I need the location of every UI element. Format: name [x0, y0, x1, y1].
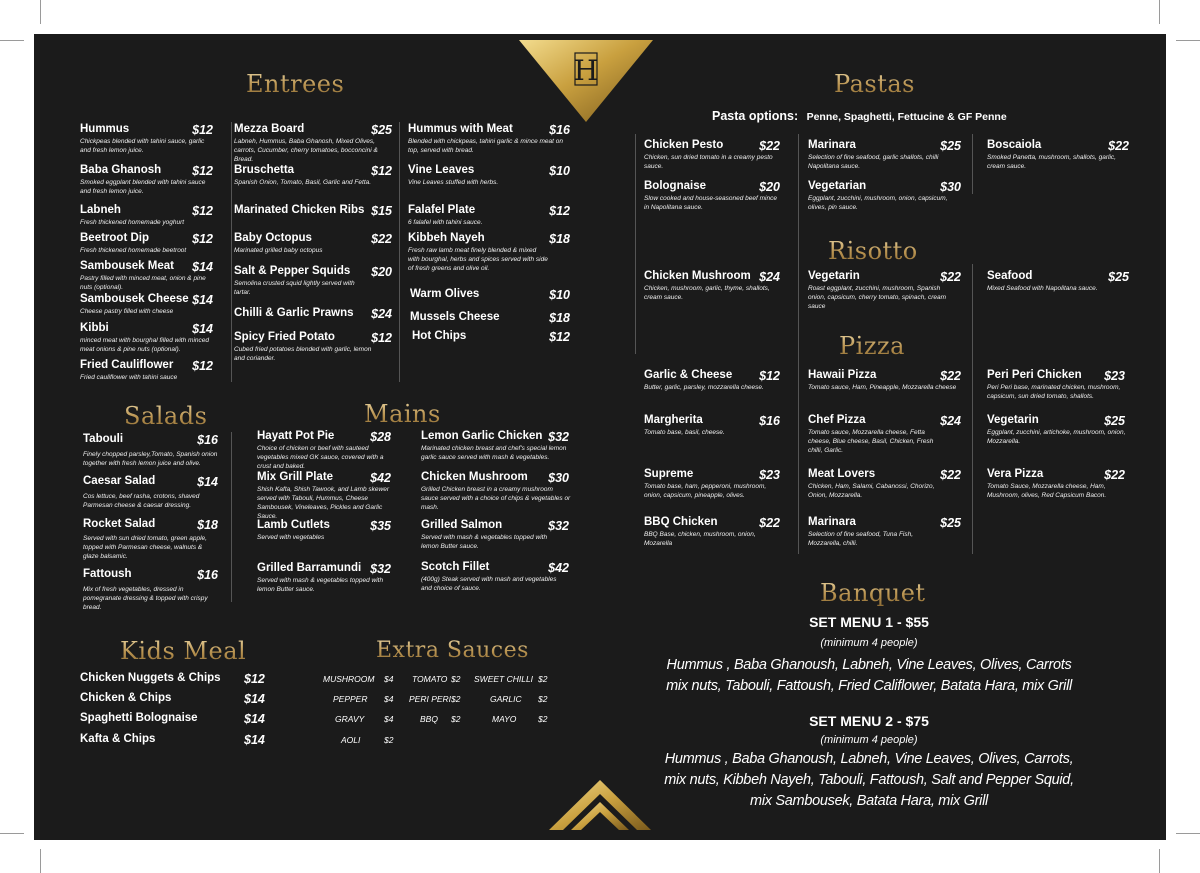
item-price: $14 [192, 260, 213, 274]
item-price: $12 [192, 123, 213, 137]
item-description: 6 falafel with tahini sauce. [408, 219, 483, 226]
item-name: Tabouli [83, 433, 124, 445]
item-price: $12 [244, 672, 265, 686]
extra-sauces-heading: Extra Sauces [376, 638, 529, 663]
sauce-price: $4 [384, 694, 394, 704]
item-price: $20 [759, 180, 780, 194]
item-description: Fresh raw lamb meat finely blended & mixed with bourghal, herbs and spices served with side of fresh greens and olive oil. [408, 247, 548, 272]
item-description: Peri Peri base, marinated chicken, mushroom, capsicum, sun dried tomato, shallots. [987, 384, 1121, 400]
item-name: Fattoush [83, 568, 132, 580]
item-description: Pastry filled with minced meat, onion & pine nuts (optional). [80, 275, 206, 291]
item-description: Served with sun dried tomato, green apple, topped with Parmesan cheese, walnuts & glaze balsamic. [83, 535, 207, 560]
sauce-price: $2 [538, 694, 548, 704]
item-description: Selection of fine seafood, Tuna Fish, Mozzarella, chilli. [808, 531, 914, 547]
item-description: Chicken, Ham, Salami, Cabanossi, Chorizo, Onion, Mozzarella. [808, 483, 935, 499]
set-menu-1-line-2: mix nuts, Tabouli, Fattoush, Fried Califlower, Batata Hara, mix Grill [666, 678, 1072, 694]
set-menu-2-line-2: mix nuts, Kibbeh Nayeh, Tabouli, Fattoush, Salt and Pepper Squid, [664, 772, 1074, 788]
column-divider [635, 134, 636, 354]
item-name: Caesar Salad [83, 475, 156, 487]
item-price: $25 [1104, 414, 1125, 428]
item-name: Vine Leaves [408, 164, 475, 176]
item-description: Served with vegetables [257, 534, 325, 541]
item-description: Eggplant, zucchini, mushroom, onion, capsicum, olives, pin sauce. [808, 195, 948, 211]
set-menu-2-title: SET MENU 2 - $75 [809, 713, 929, 729]
item-price: $16 [759, 414, 780, 428]
item-description: Marinated chicken breast and chef's special lemon garlic sauce served with mash & vegetables. [421, 445, 567, 461]
sauce-name: GARLIC [490, 694, 522, 704]
sauce-name: PEPPER [333, 694, 368, 704]
sauce-price: $2 [451, 694, 461, 704]
logo-letter: H [573, 54, 599, 87]
set-menu-2-line-1: Hummus , Baba Ghanoush, Labneh, Vine Leaves, Olives, Carrots, [664, 751, 1074, 767]
item-price: $14 [244, 733, 265, 747]
sauce-name: BBQ [420, 714, 438, 724]
column-divider [231, 432, 232, 602]
item-name: Warm Olives [410, 288, 480, 300]
item-name: Peri Peri Chicken [987, 369, 1082, 381]
item-description: Smoked Panetta, mushroom, shallots, garlic, cream sauce. [987, 154, 1116, 170]
item-description: Spanish Onion, Tomato, Basil, Garlic and Fetta. [234, 179, 372, 186]
item-price: $42 [548, 561, 569, 575]
item-price: $23 [1104, 369, 1125, 383]
item-description: Cos lettuce, beef rasha, crotons, shaved Parmesan cheese & caesar dressing. [83, 493, 200, 509]
item-price: $12 [192, 359, 213, 373]
item-name: Margherita [644, 414, 703, 426]
item-description: Choice of chicken or beef with sauteed vegetables mixed GK sauce, covered with a crust and baked. [257, 445, 384, 470]
item-description: (400g) Steak served with mash and vegetables and choice of sauce. [421, 576, 557, 592]
item-name: Hummus with Meat [408, 123, 513, 135]
item-name: Fried Cauliflower [80, 359, 174, 371]
item-price: $24 [371, 307, 392, 321]
item-name: Hawaii Pizza [808, 369, 877, 381]
column-divider [972, 264, 973, 554]
item-name: Vegetarin [987, 414, 1039, 426]
sauce-name: GRAVY [335, 714, 365, 724]
item-name: Kibbeh Nayeh [408, 232, 485, 244]
set-menu-1-line-1: Hummus , Baba Ghanoush, Labneh, Vine Leaves, Olives, Carrots [666, 657, 1072, 673]
item-description: Chickpeas blended with tahini sauce, garlic and fresh lemon juice. [80, 138, 205, 154]
item-description: Tomato base, basil, cheese. [644, 429, 725, 436]
item-name: Scotch Fillet [421, 561, 490, 573]
item-name: Lamb Cutlets [257, 519, 330, 531]
item-description: Fried cauliflower with tahini sauce [80, 374, 178, 381]
item-price: $24 [759, 270, 780, 284]
pasta-options [712, 107, 1007, 125]
item-price: $30 [548, 471, 569, 485]
item-description: Labneh, Hummus, Baba Ghanosh, Mixed Olives, carrots, Cucumber, cherry tomatoes, bocconcini & Bread. [234, 138, 378, 163]
item-name: Hayatt Pot Pie [257, 430, 335, 442]
item-price: $18 [549, 232, 570, 246]
item-name: Spaghetti Bolognaise [80, 712, 198, 724]
item-price: $14 [244, 692, 265, 706]
item-price: $10 [549, 288, 570, 302]
crop-mark [1176, 833, 1200, 834]
item-name: Chicken Mushroom [421, 471, 528, 483]
item-description: Served with mash & vegetables topped with lemon Butter sauce. [421, 534, 548, 550]
item-description: Cheese pastry filled with cheese [80, 308, 174, 315]
item-price: $14 [192, 322, 213, 336]
item-name: Lemon Garlic Chicken [421, 430, 543, 442]
item-description: Served with mash & vegetables topped with lemon Butter sauce. [257, 577, 384, 593]
item-name: Bolognaise [644, 180, 706, 192]
item-name: Mussels Cheese [410, 311, 500, 323]
item-price: $18 [549, 311, 570, 325]
item-name: Chicken Nuggets & Chips [80, 672, 221, 684]
item-description: Finely chopped parsley,Tomato, Spanish onion together with fresh lemon juice and olive. [83, 451, 218, 467]
item-description: Smoked eggplant blended with tahini sauce and fresh lemon juice. [80, 179, 206, 195]
item-description: Roast eggplant, zucchini, mushroom, Spanish onion, capsicum, cherry tomato, spinach, cream sauce [808, 285, 947, 310]
item-name: Mix Grill Plate [257, 471, 334, 483]
item-name: Bruschetta [234, 164, 295, 176]
item-name: Seafood [987, 270, 1033, 282]
item-name: Vegetarian [808, 180, 867, 192]
item-description: Eggplant, zucchini, artichoke, mushroom, onion, Mozzarella. [987, 429, 1126, 445]
crop-mark [1159, 849, 1160, 873]
pastas-heading: Pastas [834, 70, 915, 98]
item-description: Cubed fried potatoes blended with garlic, lemon and coriander. [234, 346, 372, 362]
item-name: Hot Chips [412, 330, 467, 342]
sauce-name: TOMATO [412, 674, 448, 684]
item-description: BBQ Base, chicken, mushroom, onion, Mozarella [644, 531, 756, 547]
item-name: Rocket Salad [83, 518, 156, 530]
item-description: Selection of fine seafood, garlic shallots, chilli Napolitana sauce. [808, 154, 939, 170]
crop-mark [40, 0, 41, 24]
item-name: Baba Ghanosh [80, 164, 162, 176]
item-price: $32 [548, 519, 569, 533]
item-name: Kibbi [80, 322, 109, 334]
item-name: Chicken Mushroom [644, 270, 751, 282]
item-name: Meat Lovers [808, 468, 876, 480]
item-description: Chicken, mushroom, garlic, thyme, shallots, cream sauce. [644, 285, 770, 301]
risotto-heading: Risotto [828, 237, 918, 265]
item-price: $42 [370, 471, 391, 485]
item-price: $28 [370, 430, 391, 444]
item-name: Grilled Salmon [421, 519, 503, 531]
item-name: Beetroot Dip [80, 232, 149, 244]
column-divider [399, 122, 400, 382]
set-menu-1-minimum: (minimum 4 people) [820, 637, 918, 649]
item-description: Mix of fresh vegetables, dressed in pomegranate dressing & topped with crispy bread. [83, 586, 208, 611]
banquet-heading: Banquet [820, 579, 926, 607]
item-price: $20 [371, 265, 392, 279]
item-price: $12 [549, 330, 570, 344]
item-description: Marinated grilled baby octopus [234, 247, 323, 254]
item-price: $18 [197, 518, 218, 532]
entrees-heading: Entrees [246, 70, 345, 98]
item-description: Mixed Seafood with Napolitana sauce. [987, 285, 1098, 292]
item-price: $12 [371, 164, 392, 178]
item-price: $14 [192, 293, 213, 307]
item-name: Marinara [808, 516, 856, 528]
item-name: Garlic & Cheese [644, 369, 733, 381]
pasta-options-value: Penne, Spaghetti, Fettucine & GF Penne [806, 111, 1007, 123]
crop-mark [40, 849, 41, 873]
sauce-price: $4 [384, 674, 394, 684]
item-price: $12 [371, 331, 392, 345]
item-name: Supreme [644, 468, 694, 480]
sauce-price: $2 [451, 714, 461, 724]
item-description: Shish Kafta, Shish Tawook, and Lamb skewer served with Tabouli, Hummus, Cheese Sambousek, Vineleaves, Pickles and Garlic Sauce. [257, 486, 389, 520]
item-price: $14 [244, 712, 265, 726]
item-name: Chilli & Garlic Prawns [234, 307, 354, 319]
item-price: $22 [371, 232, 392, 246]
crop-mark [0, 833, 24, 834]
item-name: Sambousek Meat [80, 260, 174, 272]
sauce-name: MAYO [492, 714, 517, 724]
sauce-name: MUSHROOM [323, 674, 375, 684]
item-price: $10 [549, 164, 570, 178]
item-description: Vine Leaves stuffed with herbs. [408, 179, 499, 186]
kids-meal-heading: Kids Meal [120, 637, 247, 665]
item-price: $30 [940, 180, 961, 194]
item-name: Kafta & Chips [80, 733, 156, 745]
sauce-price: $2 [538, 714, 548, 724]
item-description: Slow cooked and house-seasoned beef mince in Napolitana sauce. [644, 195, 777, 211]
item-description: Tomato sauce, Ham, Pineapple, Mozzarella cheese [808, 384, 957, 391]
crop-mark [0, 40, 24, 41]
item-price: $22 [940, 270, 961, 284]
item-name: Marinated Chicken Ribs [234, 204, 365, 216]
item-price: $16 [197, 568, 218, 582]
item-name: Marinara [808, 139, 856, 151]
item-description: Grilled Chicken breast in a creamy mushroom sauce served with a choice of chips & vegetables or mash. [421, 486, 571, 511]
item-price: $16 [549, 123, 570, 137]
salads-heading: Salads [124, 402, 208, 430]
item-name: Chicken Pesto [644, 139, 724, 151]
set-menu-2-line-3: mix Sambousek, Batata Hara, mix Grill [750, 793, 988, 809]
item-name: Chef Pizza [808, 414, 866, 426]
item-description: minced meat with bourghal filled with minced meat onions & pine nuts (optional). [80, 337, 209, 353]
item-name: Boscaiola [987, 139, 1042, 151]
item-price: $32 [548, 430, 569, 444]
item-price: $32 [370, 562, 391, 576]
item-price: $12 [549, 204, 570, 218]
item-description: Fresh thickened homemade beetroot [80, 247, 187, 254]
menu-board [34, 34, 1166, 840]
item-name: Vera Pizza [987, 468, 1044, 480]
item-price: $25 [940, 139, 961, 153]
set-menu-2-minimum: (minimum 4 people) [820, 734, 918, 746]
item-name: Grilled Barramundi [257, 562, 362, 574]
item-name: Vegetarin [808, 270, 860, 282]
pizza-heading: Pizza [839, 332, 905, 360]
column-divider [972, 134, 973, 194]
item-price: $12 [759, 369, 780, 383]
item-name: Baby Octopus [234, 232, 312, 244]
item-description: Tomato sauce, Mozzarella cheese, Fetta cheese, Blue cheese, Basil, Chicken, Fresh chilli, Garlic. [808, 429, 934, 454]
mains-heading: Mains [364, 400, 441, 428]
item-price: $23 [759, 468, 780, 482]
item-name: Sambousek Cheese [80, 293, 189, 305]
item-price: $25 [371, 123, 392, 137]
item-description: Tomato Sauce, Mozzarella cheese, Ham, Mushroom, olives, Red Capsicum Bacon. [987, 483, 1107, 499]
item-price: $15 [371, 204, 392, 218]
item-price: $35 [370, 519, 391, 533]
item-name: Mezza Board [234, 123, 305, 135]
sauce-name: PERI PERI [409, 694, 452, 704]
crop-mark [1176, 40, 1200, 41]
item-price: $14 [197, 475, 218, 489]
item-name: Falafel Plate [408, 204, 476, 216]
item-name: Salt & Pepper Squids [234, 265, 351, 277]
item-price: $24 [940, 414, 961, 428]
item-name: Chicken & Chips [80, 692, 172, 704]
column-divider [798, 264, 799, 554]
item-price: $22 [940, 468, 961, 482]
item-price: $22 [759, 516, 780, 530]
item-price: $16 [197, 433, 218, 447]
item-name: Hummus [80, 123, 130, 135]
item-price: $12 [192, 204, 213, 218]
item-price: $22 [759, 139, 780, 153]
sauce-price: $2 [538, 674, 548, 684]
sauce-price: $4 [384, 714, 394, 724]
sauce-name: AOLI [341, 735, 361, 745]
sauce-price: $2 [384, 735, 394, 745]
item-price: $25 [940, 516, 961, 530]
item-description: Blended with chickpeas, tahini garlic & mince meat on top, served with bread. [408, 138, 563, 154]
item-description: Chicken, sun dried tomato in a creamy pesto sauce. [644, 154, 773, 170]
crop-mark [1159, 0, 1160, 24]
item-description: Fresh thickened homemade yoghurt [80, 219, 185, 226]
set-menu-1-title: SET MENU 1 - $55 [809, 614, 929, 630]
item-name: Labneh [80, 204, 121, 216]
pasta-options-label: Pasta options: [712, 109, 799, 123]
item-description: Tomato base, ham, pepperoni, mushroom, onion, capsicum, pineapple, olives. [644, 483, 767, 499]
item-name: BBQ Chicken [644, 516, 718, 528]
item-price: $22 [1108, 139, 1129, 153]
item-description: Semolina crusted squid lightly served with tartar. [234, 280, 355, 296]
sauce-price: $2 [451, 674, 461, 684]
hotel-logo-icon [519, 40, 653, 122]
item-price: $22 [940, 369, 961, 383]
item-price: $12 [192, 164, 213, 178]
sauce-name: SWEET CHILLI [474, 674, 534, 684]
item-price: $25 [1108, 270, 1129, 284]
item-price: $22 [1104, 468, 1125, 482]
item-name: Spicy Fried Potato [234, 331, 335, 343]
item-description: Butter, garlic, parsley, mozzarella cheese. [644, 384, 764, 391]
column-divider [231, 122, 232, 382]
item-price: $12 [192, 232, 213, 246]
